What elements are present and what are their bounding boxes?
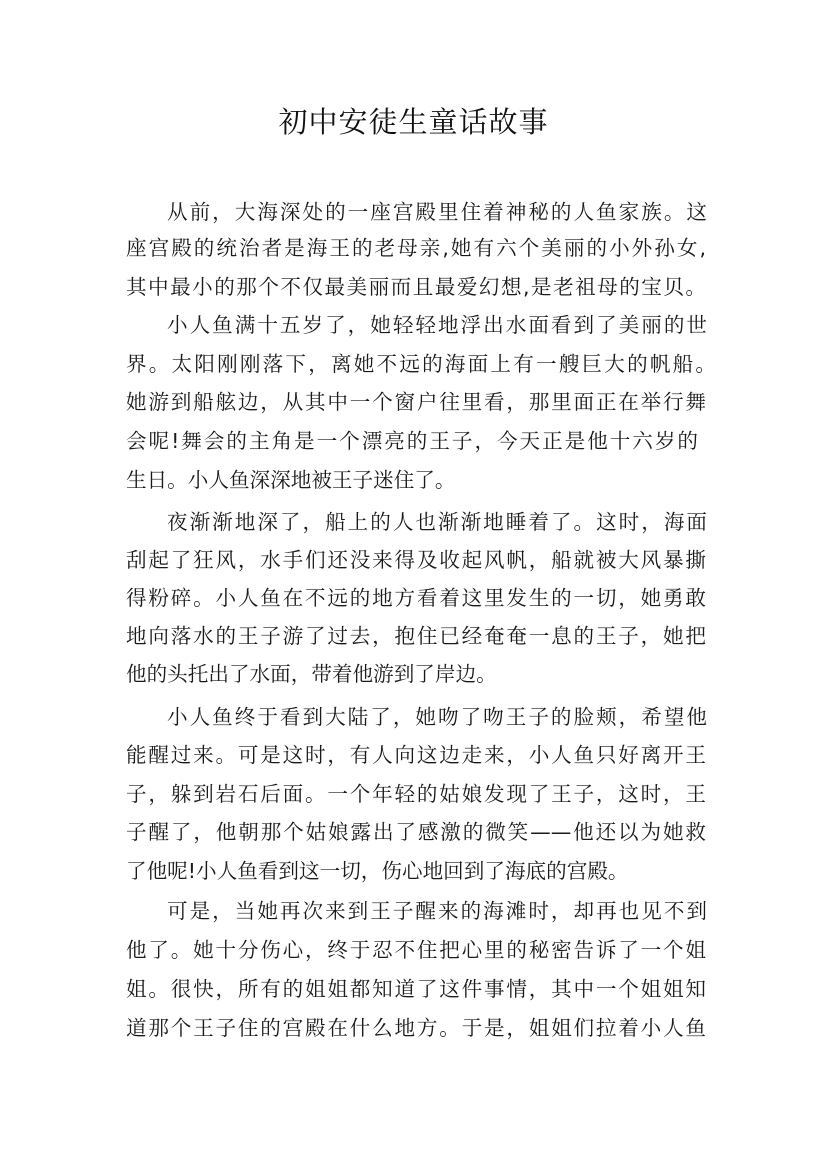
paragraph-line: 他的头托出了水面，带着他游到了岸边。 — [126, 662, 497, 686]
paragraph-line: 夜渐渐地深了，船上的人也渐渐地睡着了。这时，海面 — [167, 510, 707, 534]
paragraph-line: 子醒了，他朝那个姑娘露出了感激的微笑——他还以为她救 — [126, 820, 706, 844]
paragraph-line: 得粉碎。小人鱼在不远的地方看着这里发生的一切，她勇敢 — [126, 586, 706, 610]
document-title: 初中安徒生童话故事 — [278, 105, 549, 139]
paragraph-line: 她游到船舷边，从其中一个窗户往里看，那里面正在举行舞 — [126, 390, 706, 414]
paragraph-line: 了他呢!小人鱼看到这一切，伤心地回到了海底的宫殿。 — [126, 859, 629, 883]
paragraph-line: 道那个王子住的宫殿在什么地方。于是，姐姐们拉着小人鱼 — [126, 1016, 706, 1040]
paragraph-line: 子，躲到岩石后面。一个年轻的姑娘发现了王子，这时，王 — [126, 782, 706, 806]
paragraph-line: 座宫殿的统治者是海王的老母亲,她有六个美丽的小外孙女, — [126, 236, 706, 260]
paragraph-line: 他了。她十分伤心，终于忍不住把心里的秘密告诉了一个姐 — [126, 938, 706, 962]
paragraph-line: 能醒过来。可是这时，有人向这边走来，小人鱼只好离开王 — [126, 743, 706, 767]
paragraph-line: 可是，当她再次来到王子醒来的海滩时，却再也见不到 — [167, 899, 707, 923]
paragraph-line: 生日。小人鱼深深地被王子迷住了。 — [126, 468, 456, 492]
paragraph-line: 界。太阳刚刚落下，离她不远的海面上有一艘巨大的帆船。 — [126, 352, 716, 376]
paragraph-line: 从前，大海深处的一座宫殿里住着神秘的人鱼家族。这 — [167, 200, 707, 224]
paragraph-line: 其中最小的那个不仅最美丽而且最爱幻想,是老祖母的宝贝。 — [126, 275, 706, 299]
paragraph-line: 地向落水的王子游了过去，抱住已经奄奄一息的王子，她把 — [126, 624, 706, 648]
paragraph-line: 小人鱼终于看到大陆了，她吻了吻王子的脸颊，希望他 — [167, 705, 707, 729]
paragraph-line: 小人鱼满十五岁了，她轻轻地浮出水面看到了美丽的世 — [167, 313, 707, 337]
paragraph-line: 刮起了狂风，水手们还没来得及收起风帆，船就被大风暴撕 — [126, 548, 706, 572]
paragraph-line: 会呢!舞会的主角是一个漂亮的王子，今天正是他十六岁的 — [126, 429, 698, 453]
paragraph-line: 姐。很快，所有的姐姐都知道了这件事情，其中一个姐姐知 — [126, 977, 706, 1001]
